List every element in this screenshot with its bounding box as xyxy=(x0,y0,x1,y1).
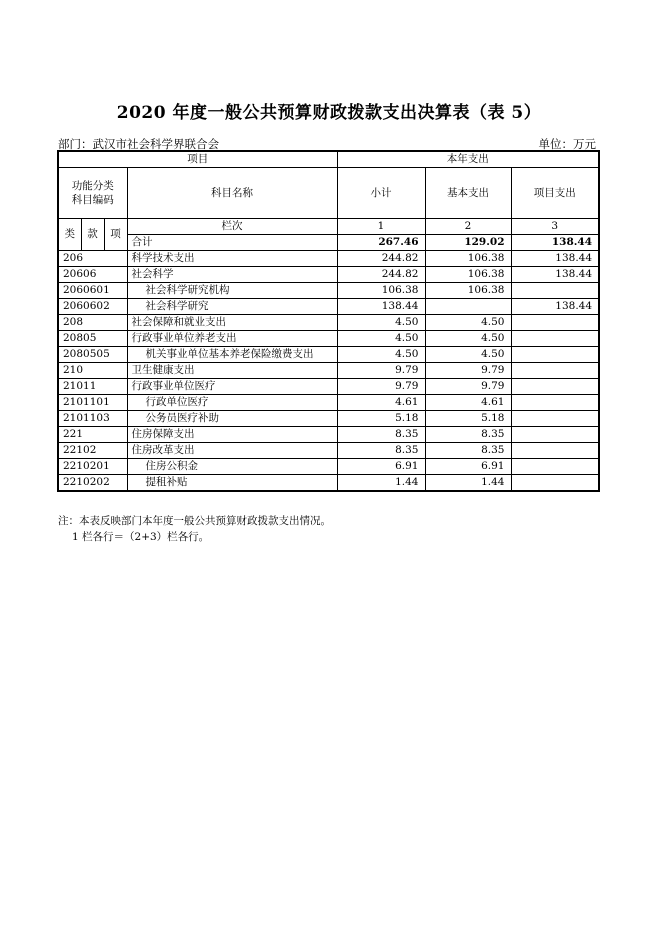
table-row xyxy=(58,283,599,299)
row-code: 2101101 xyxy=(58,395,127,411)
row-subtotal: 106.38 xyxy=(337,283,425,299)
row-code: 2210202 xyxy=(58,475,127,492)
header-lei: 类 xyxy=(58,219,81,251)
row-name: 住房公积金 xyxy=(127,459,337,475)
row-basic: 106.38 xyxy=(425,267,511,283)
row-code: 2060602 xyxy=(58,299,127,315)
row-basic: 6.91 xyxy=(425,459,511,475)
row-subtotal: 4.61 xyxy=(337,395,425,411)
row-subtotal: 9.79 xyxy=(337,363,425,379)
row-name: 行政单位医疗 xyxy=(127,395,337,411)
header-subtotal: 小计 xyxy=(337,168,425,219)
row-code: 208 xyxy=(58,315,127,331)
row-name: 社会科学 xyxy=(127,267,337,283)
header-row-1 xyxy=(58,151,599,168)
row-project xyxy=(511,331,599,347)
row-name: 卫生健康支出 xyxy=(127,363,337,379)
row-subtotal: 1.44 xyxy=(337,475,425,492)
row-basic xyxy=(425,299,511,315)
row-name: 住房保障支出 xyxy=(127,427,337,443)
row-basic: 106.38 xyxy=(425,251,511,267)
note-2: 1 栏各行＝（2+3）栏各行。 xyxy=(72,531,210,543)
row-code: 21011 xyxy=(58,379,127,395)
row-basic: 4.50 xyxy=(425,331,511,347)
header-func-code: 功能分类 科目编码 xyxy=(58,168,127,219)
total-basic: 129.02 xyxy=(425,235,511,251)
row-basic: 9.79 xyxy=(425,363,511,379)
row-project xyxy=(511,363,599,379)
row-subtotal: 138.44 xyxy=(337,299,425,315)
expenditure-table xyxy=(57,150,600,492)
row-basic: 1.44 xyxy=(425,475,511,492)
row-project: 138.44 xyxy=(511,267,599,283)
row-subtotal: 8.35 xyxy=(337,427,425,443)
header-project: 项目支出 xyxy=(511,168,599,219)
row-name: 科学技术支出 xyxy=(127,251,337,267)
row-subtotal: 4.50 xyxy=(337,347,425,363)
row-subtotal: 244.82 xyxy=(337,251,425,267)
row-code: 221 xyxy=(58,427,127,443)
total-row xyxy=(58,235,599,251)
row-name: 公务员医疗补助 xyxy=(127,411,337,427)
table-row xyxy=(58,427,599,443)
row-basic: 4.61 xyxy=(425,395,511,411)
table-row xyxy=(58,347,599,363)
header-item: 项目 xyxy=(58,151,337,168)
row-basic: 8.35 xyxy=(425,427,511,443)
table-row xyxy=(58,363,599,379)
row-code: 210 xyxy=(58,363,127,379)
table-row xyxy=(58,379,599,395)
table-row xyxy=(58,315,599,331)
header-col1: 1 xyxy=(337,219,425,235)
row-subtotal: 4.50 xyxy=(337,315,425,331)
row-code: 2080505 xyxy=(58,347,127,363)
header-col2: 2 xyxy=(425,219,511,235)
unit-label: 单位：万元 xyxy=(538,137,596,151)
row-project xyxy=(511,459,599,475)
header-this-year: 本年支出 xyxy=(337,151,599,168)
note-1: 注：本表反映部门本年度一般公共预算财政拨款支出情况。 xyxy=(58,515,331,527)
row-subtotal: 9.79 xyxy=(337,379,425,395)
row-code: 22102 xyxy=(58,443,127,459)
row-name: 机关事业单位基本养老保险缴费支出 xyxy=(127,347,337,363)
row-subtotal: 5.18 xyxy=(337,411,425,427)
row-project xyxy=(511,395,599,411)
row-code: 206 xyxy=(58,251,127,267)
row-project: 138.44 xyxy=(511,251,599,267)
row-project xyxy=(511,379,599,395)
table-row xyxy=(58,395,599,411)
row-project xyxy=(511,427,599,443)
row-basic: 9.79 xyxy=(425,379,511,395)
row-project xyxy=(511,315,599,331)
table-row xyxy=(58,267,599,283)
table-row xyxy=(58,475,599,492)
header-kuan: 款 xyxy=(81,219,104,251)
table-row xyxy=(58,251,599,267)
row-basic: 4.50 xyxy=(425,315,511,331)
department-label: 部门：武汉市社会科学界联合会 xyxy=(58,137,219,151)
table-row xyxy=(58,443,599,459)
header-row-3 xyxy=(58,219,599,235)
row-project xyxy=(511,283,599,299)
header-col3: 3 xyxy=(511,219,599,235)
row-name: 社会科学研究机构 xyxy=(127,283,337,299)
row-project: 138.44 xyxy=(511,299,599,315)
row-name: 社会科学研究 xyxy=(127,299,337,315)
row-code: 2210201 xyxy=(58,459,127,475)
page-title: 2020 年度一般公共预算财政拨款支出决算表（表 5） xyxy=(116,103,542,123)
table-row xyxy=(58,331,599,347)
row-basic: 8.35 xyxy=(425,443,511,459)
table-row xyxy=(58,459,599,475)
row-project xyxy=(511,475,599,492)
row-code: 2101103 xyxy=(58,411,127,427)
table-row xyxy=(58,299,599,315)
row-basic: 4.50 xyxy=(425,347,511,363)
header-lanci: 栏次 xyxy=(127,219,337,235)
row-basic: 106.38 xyxy=(425,283,511,299)
row-subtotal: 6.91 xyxy=(337,459,425,475)
row-code: 20606 xyxy=(58,267,127,283)
row-code: 20805 xyxy=(58,331,127,347)
total-label: 合计 xyxy=(127,235,337,251)
header-subject-name: 科目名称 xyxy=(127,168,337,219)
row-name: 住房改革支出 xyxy=(127,443,337,459)
row-code: 2060601 xyxy=(58,283,127,299)
row-subtotal: 244.82 xyxy=(337,267,425,283)
header-row-2 xyxy=(58,168,599,219)
table-row xyxy=(58,411,599,427)
row-subtotal: 8.35 xyxy=(337,443,425,459)
total-project: 138.44 xyxy=(511,235,599,251)
total-subtotal: 267.46 xyxy=(337,235,425,251)
row-name: 行政事业单位医疗 xyxy=(127,379,337,395)
row-name: 提租补贴 xyxy=(127,475,337,492)
row-name: 行政事业单位养老支出 xyxy=(127,331,337,347)
header-basic: 基本支出 xyxy=(425,168,511,219)
header-xiang: 项 xyxy=(104,219,127,251)
row-project xyxy=(511,411,599,427)
row-subtotal: 4.50 xyxy=(337,331,425,347)
row-project xyxy=(511,443,599,459)
row-name: 社会保障和就业支出 xyxy=(127,315,337,331)
row-project xyxy=(511,347,599,363)
row-basic: 5.18 xyxy=(425,411,511,427)
